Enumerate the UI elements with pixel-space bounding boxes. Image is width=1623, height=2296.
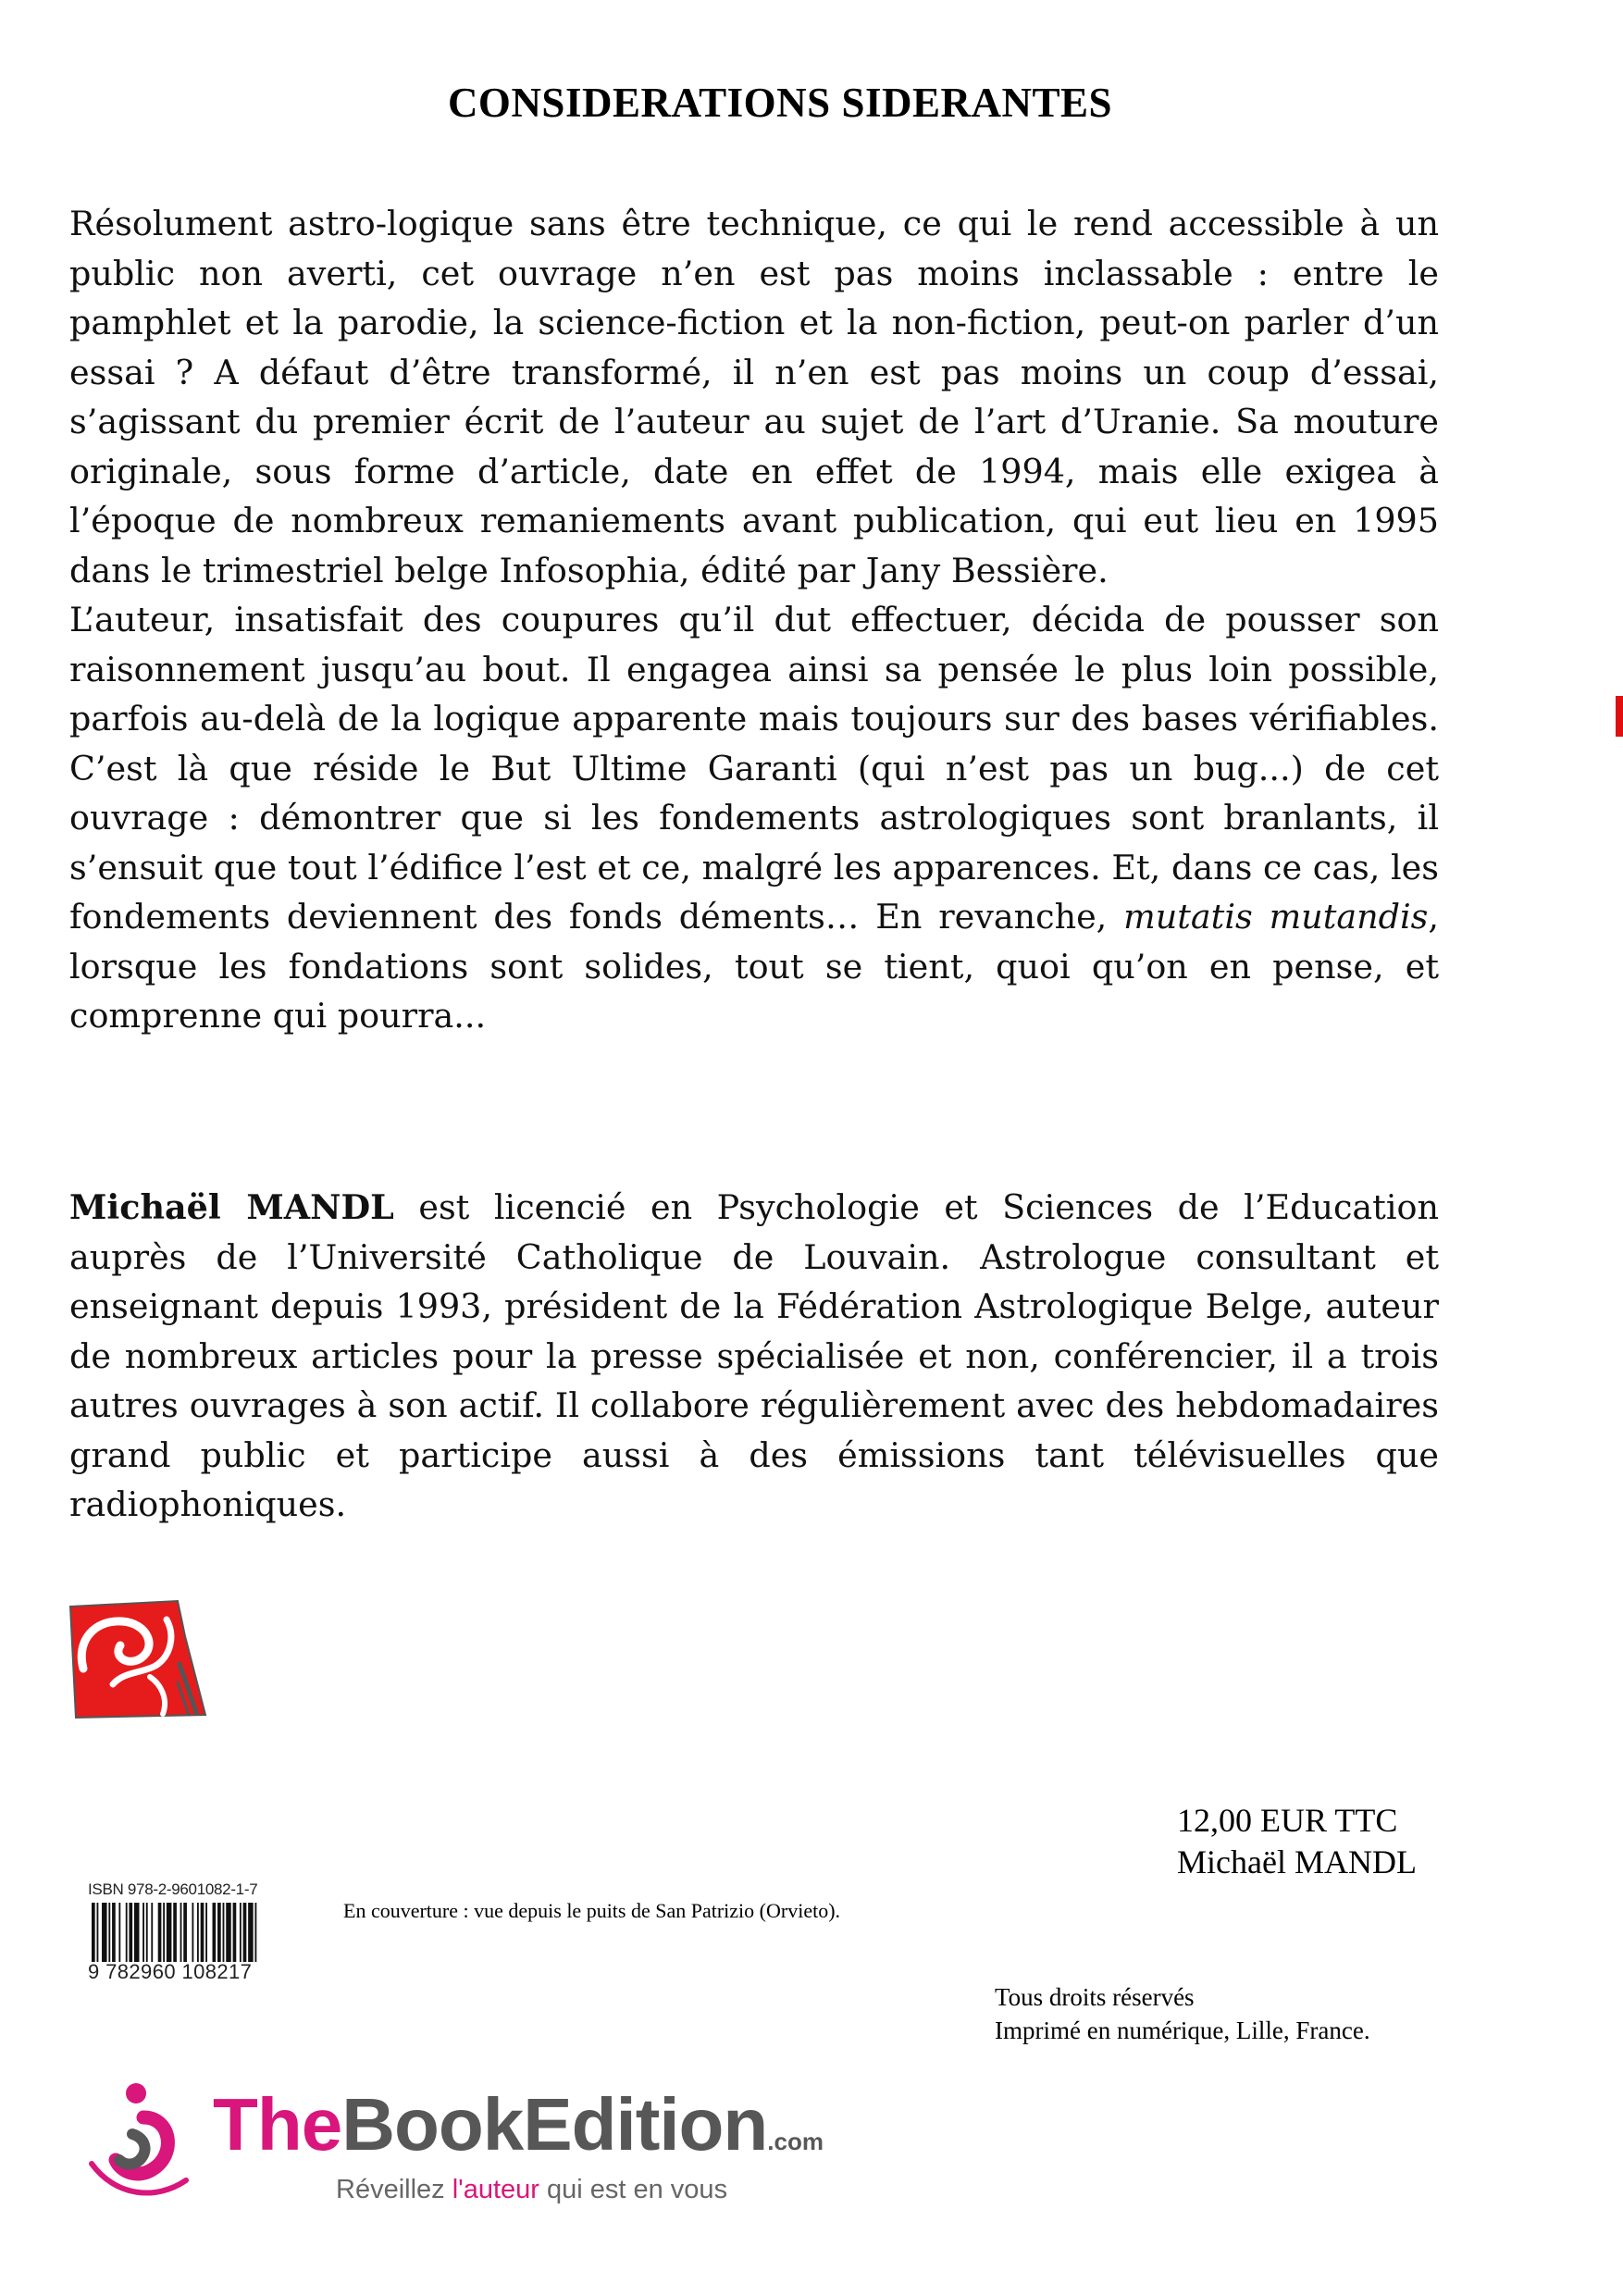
summary-text xyxy=(69,199,1439,1041)
publisher-name xyxy=(213,2080,824,2186)
rights-block xyxy=(995,1980,1370,2047)
cover-note: En couverture : vue depuis le puits de San Patrizio (Orvieto). xyxy=(343,1899,841,1922)
book-title: CONSIDERATIONS SIDERANTES xyxy=(447,80,1113,126)
printing-line: Imprimé en numérique, Lille, France. xyxy=(995,2017,1370,2044)
summary-p2-part-2: , lorsque les fondations sont solides, tout se tient, quoi qu’on en pense, et comprenne qui pourra... xyxy=(69,897,1440,1036)
bio-paragraph xyxy=(69,1183,1439,1530)
reader-figure-icon xyxy=(88,2080,199,2210)
tagline-highlight: l'auteur xyxy=(452,2175,539,2204)
publisher-tagline xyxy=(336,2175,727,2205)
logo-book: Book xyxy=(341,2083,524,2166)
author-name: Michaël MANDL xyxy=(1177,1843,1417,1880)
summary-paragraph-2 xyxy=(69,595,1439,1041)
tagline-part-1: Réveillez xyxy=(336,2175,452,2204)
author-bio xyxy=(69,1183,1439,1530)
price-block xyxy=(1177,1800,1417,1883)
price: 12,00 EUR TTC xyxy=(1177,1802,1398,1839)
ram-logo-icon xyxy=(67,1599,210,1719)
summary-p2-part-1: L’auteur, insatisfait des coupures qu’il dut effectuer, décida de pousser son raisonnement jusqu’au bout. Il engagea ainsi sa pensée le plus loin possible, parfois au-delà de la logique apparente mais toujours sur des bases vérifiables. C’est là que réside le But Ultime Garanti (qui n’est pas un bug...) de cet ouvrage : démontrer que si les fondements astrologiques sont branlants, il s’ensuit que tout l’édifice l’est et ce, malgré les apparences. Et, dans ce cas, les fondements deviennent des fonds déments… En revanche, xyxy=(69,600,1439,937)
edge-color-mark xyxy=(1616,696,1623,737)
bio-text: est licencié en Psychologie et Sciences de l’Education auprès de l’Université Catholique de Louvain. Astrologue consultant et enseignant depuis 1993, président de la Fédération Astrologique Belge, auteur de nombreux articles pour la presse spécialisée et non, conférencier, il a trois autres ouvrages à son actif. Il collabore régulièrement avec des hebdomadaires grand public et participe aussi à des émissions tant télévisuelles que radiophoniques. xyxy=(69,1187,1439,1524)
barcode-icon xyxy=(88,1903,264,1962)
publisher-logo xyxy=(88,2080,828,2219)
isbn-digits: 9 782960 108217 xyxy=(88,1960,253,1983)
isbn-label: ISBN 978-2-9601082-1-7 xyxy=(88,1880,258,1898)
summary-p2-italic: mutatis mutandis xyxy=(1123,897,1429,937)
rights-line: Tous droits réservés xyxy=(995,1983,1195,2011)
bio-author-name: Michaël MANDL xyxy=(69,1187,394,1227)
logo-com: .com xyxy=(767,2128,824,2155)
tagline-part-2: qui est en vous xyxy=(539,2175,728,2204)
isbn-block xyxy=(88,1880,264,1984)
logo-edition: Edition xyxy=(523,2083,768,2166)
summary-paragraph-1: Résolument astro-logique sans être technique, ce qui le rend accessible à un public non averti, cet ouvrage n’en est pas moins inclassable : entre le pamphlet et la parodie, la science-fiction et la non-fiction, peut-on parler d’un essai ? A défaut d’être transformé, il n’en est pas moins un coup d’essai, s’agissant du premier écrit de l’auteur au sujet de l’art d’Uranie. Sa mouture originale, sous forme d’article, date en effet de 1994, mais elle exigea à l’époque de nombreux remaniements avant publication, qui eut lieu en 1995 dans le trimestriel belge Infosophia, édité par Jany Bessière. xyxy=(69,204,1439,590)
logo-the: The xyxy=(213,2083,342,2166)
